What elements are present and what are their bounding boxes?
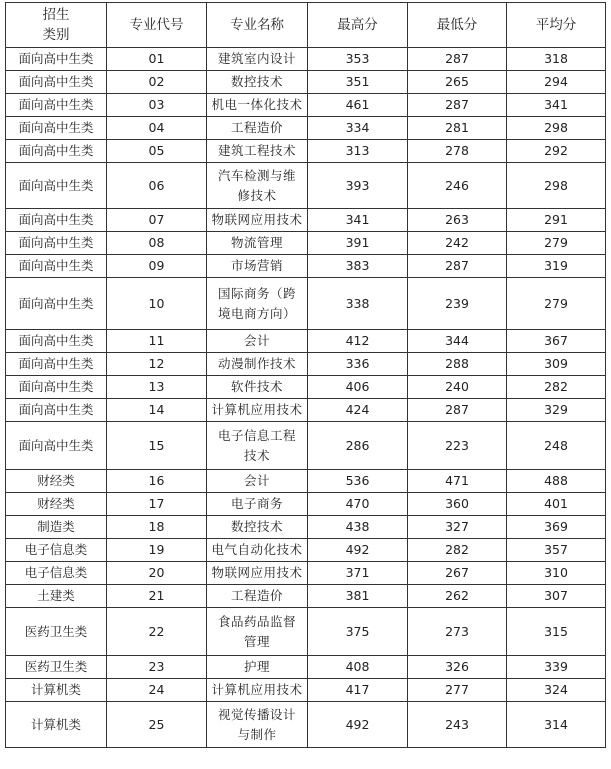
code-cell: 06 [107, 163, 207, 209]
min-score-cell: 277 [408, 679, 507, 702]
code-cell: 05 [107, 140, 207, 163]
max-score-cell: 334 [308, 117, 408, 140]
major-name-cell: 软件技术 [207, 376, 308, 399]
header-major-name: 专业名称 [207, 3, 308, 48]
major-name-cell: 电子商务 [207, 493, 308, 516]
min-score-cell: 262 [408, 585, 507, 608]
table-row [6, 140, 606, 163]
category-cell: 面向高中生类 [6, 163, 107, 209]
min-score-cell: 344 [408, 330, 507, 353]
category-cell: 医药卫生类 [6, 608, 107, 656]
table-row [6, 422, 606, 470]
max-score-cell: 406 [308, 376, 408, 399]
max-score-cell: 470 [308, 493, 408, 516]
major-name-cell: 动漫制作技术 [207, 353, 308, 376]
table-row [6, 399, 606, 422]
min-score-cell: 471 [408, 470, 507, 493]
min-score-cell: 273 [408, 608, 507, 656]
code-cell: 07 [107, 209, 207, 232]
table-row [6, 656, 606, 679]
code-cell: 17 [107, 493, 207, 516]
code-cell: 10 [107, 278, 207, 330]
min-score-cell: 240 [408, 376, 507, 399]
min-score-cell: 360 [408, 493, 507, 516]
min-score-cell: 267 [408, 562, 507, 585]
min-score-cell: 223 [408, 422, 507, 470]
major-name-cell: 机电一体化技术 [207, 94, 308, 117]
avg-score-cell: 319 [507, 255, 606, 278]
table-row [6, 539, 606, 562]
code-cell: 19 [107, 539, 207, 562]
code-cell: 22 [107, 608, 207, 656]
code-cell: 13 [107, 376, 207, 399]
max-score-cell: 492 [308, 539, 408, 562]
category-cell: 财经类 [6, 470, 107, 493]
major-name-cell: 建筑工程技术 [207, 140, 308, 163]
header-code: 专业代号 [107, 3, 207, 48]
code-cell: 15 [107, 422, 207, 470]
max-score-cell: 393 [308, 163, 408, 209]
header-category: 招生 类别 [6, 3, 107, 48]
max-score-cell: 338 [308, 278, 408, 330]
avg-score-cell: 282 [507, 376, 606, 399]
min-score-cell: 282 [408, 539, 507, 562]
code-cell: 11 [107, 330, 207, 353]
min-score-cell: 287 [408, 48, 507, 71]
category-cell: 财经类 [6, 493, 107, 516]
code-cell: 14 [107, 399, 207, 422]
category-cell: 面向高中生类 [6, 117, 107, 140]
min-score-cell: 263 [408, 209, 507, 232]
header-max-score: 最高分 [308, 3, 408, 48]
min-score-cell: 287 [408, 94, 507, 117]
major-name-cell: 物联网应用技术 [207, 209, 308, 232]
category-cell: 面向高中生类 [6, 232, 107, 255]
major-name-cell: 物联网应用技术 [207, 562, 308, 585]
table-row [6, 163, 606, 209]
table-row [6, 516, 606, 539]
category-cell: 计算机类 [6, 679, 107, 702]
avg-score-cell: 488 [507, 470, 606, 493]
table-row [6, 679, 606, 702]
code-cell: 08 [107, 232, 207, 255]
code-cell: 20 [107, 562, 207, 585]
table-row [6, 330, 606, 353]
code-cell: 04 [107, 117, 207, 140]
category-cell: 面向高中生类 [6, 278, 107, 330]
major-name-cell: 数控技术 [207, 516, 308, 539]
min-score-cell: 239 [408, 278, 507, 330]
code-cell: 18 [107, 516, 207, 539]
min-score-cell: 288 [408, 353, 507, 376]
avg-score-cell: 298 [507, 163, 606, 209]
code-cell: 09 [107, 255, 207, 278]
major-name-cell: 电气自动化技术 [207, 539, 308, 562]
major-name-cell: 建筑室内设计 [207, 48, 308, 71]
table-row [6, 71, 606, 94]
category-cell: 面向高中生类 [6, 209, 107, 232]
avg-score-cell: 248 [507, 422, 606, 470]
max-score-cell: 381 [308, 585, 408, 608]
avg-score-cell: 279 [507, 232, 606, 255]
min-score-cell: 287 [408, 399, 507, 422]
major-name-cell: 护理 [207, 656, 308, 679]
max-score-cell: 492 [308, 702, 408, 748]
table-row [6, 48, 606, 71]
avg-score-cell: 367 [507, 330, 606, 353]
code-cell: 01 [107, 48, 207, 71]
table-row [6, 94, 606, 117]
table-row [6, 255, 606, 278]
max-score-cell: 336 [308, 353, 408, 376]
table-row [6, 117, 606, 140]
avg-score-cell: 291 [507, 209, 606, 232]
table-row [6, 353, 606, 376]
category-cell: 面向高中生类 [6, 399, 107, 422]
category-cell: 面向高中生类 [6, 140, 107, 163]
table-row [6, 585, 606, 608]
major-name-cell: 工程造价 [207, 585, 308, 608]
min-score-cell: 278 [408, 140, 507, 163]
avg-score-cell: 324 [507, 679, 606, 702]
code-cell: 25 [107, 702, 207, 748]
header-min-score: 最低分 [408, 3, 507, 48]
max-score-cell: 383 [308, 255, 408, 278]
category-cell: 计算机类 [6, 702, 107, 748]
category-cell: 面向高中生类 [6, 376, 107, 399]
max-score-cell: 412 [308, 330, 408, 353]
avg-score-cell: 357 [507, 539, 606, 562]
min-score-cell: 265 [408, 71, 507, 94]
avg-score-cell: 298 [507, 117, 606, 140]
code-cell: 24 [107, 679, 207, 702]
major-name-cell: 会计 [207, 470, 308, 493]
major-name-cell: 电子信息工程技术 [207, 422, 308, 470]
avg-score-cell: 339 [507, 656, 606, 679]
table-row [6, 209, 606, 232]
code-cell: 21 [107, 585, 207, 608]
major-name-cell: 市场营销 [207, 255, 308, 278]
table-row [6, 493, 606, 516]
min-score-cell: 242 [408, 232, 507, 255]
min-score-cell: 287 [408, 255, 507, 278]
major-name-cell: 国际商务（跨境电商方向） [207, 278, 308, 330]
table-row [6, 470, 606, 493]
major-name-cell: 物流管理 [207, 232, 308, 255]
avg-score-cell: 315 [507, 608, 606, 656]
max-score-cell: 353 [308, 48, 408, 71]
code-cell: 16 [107, 470, 207, 493]
category-cell: 面向高中生类 [6, 330, 107, 353]
header-row [6, 3, 606, 48]
avg-score-cell: 292 [507, 140, 606, 163]
major-name-cell: 数控技术 [207, 71, 308, 94]
max-score-cell: 313 [308, 140, 408, 163]
admission-score-table [5, 2, 606, 748]
avg-score-cell: 309 [507, 353, 606, 376]
avg-score-cell: 310 [507, 562, 606, 585]
max-score-cell: 391 [308, 232, 408, 255]
table-row [6, 562, 606, 585]
max-score-cell: 351 [308, 71, 408, 94]
max-score-cell: 417 [308, 679, 408, 702]
major-name-cell: 汽车检测与维修技术 [207, 163, 308, 209]
max-score-cell: 536 [308, 470, 408, 493]
major-name-cell: 视觉传播设计与制作 [207, 702, 308, 748]
major-name-cell: 计算机应用技术 [207, 399, 308, 422]
category-cell: 电子信息类 [6, 539, 107, 562]
category-cell: 面向高中生类 [6, 422, 107, 470]
max-score-cell: 461 [308, 94, 408, 117]
table-row [6, 376, 606, 399]
max-score-cell: 286 [308, 422, 408, 470]
category-cell: 面向高中生类 [6, 48, 107, 71]
max-score-cell: 424 [308, 399, 408, 422]
category-cell: 面向高中生类 [6, 94, 107, 117]
table-row [6, 232, 606, 255]
code-cell: 03 [107, 94, 207, 117]
code-cell: 23 [107, 656, 207, 679]
avg-score-cell: 341 [507, 94, 606, 117]
category-cell: 面向高中生类 [6, 71, 107, 94]
avg-score-cell: 329 [507, 399, 606, 422]
table-row [6, 608, 606, 656]
category-cell: 电子信息类 [6, 562, 107, 585]
avg-score-cell: 307 [507, 585, 606, 608]
major-name-cell: 计算机应用技术 [207, 679, 308, 702]
major-name-cell: 食品药品监督管理 [207, 608, 308, 656]
avg-score-cell: 279 [507, 278, 606, 330]
category-cell: 面向高中生类 [6, 353, 107, 376]
header-avg-score: 平均分 [507, 3, 606, 48]
category-cell: 土建类 [6, 585, 107, 608]
major-name-cell: 会计 [207, 330, 308, 353]
avg-score-cell: 314 [507, 702, 606, 748]
max-score-cell: 375 [308, 608, 408, 656]
min-score-cell: 327 [408, 516, 507, 539]
major-name-cell: 工程造价 [207, 117, 308, 140]
table-row [6, 278, 606, 330]
avg-score-cell: 318 [507, 48, 606, 71]
max-score-cell: 341 [308, 209, 408, 232]
min-score-cell: 243 [408, 702, 507, 748]
max-score-cell: 408 [308, 656, 408, 679]
max-score-cell: 371 [308, 562, 408, 585]
code-cell: 02 [107, 71, 207, 94]
category-cell: 医药卫生类 [6, 656, 107, 679]
max-score-cell: 438 [308, 516, 408, 539]
code-cell: 12 [107, 353, 207, 376]
min-score-cell: 326 [408, 656, 507, 679]
category-cell: 制造类 [6, 516, 107, 539]
avg-score-cell: 401 [507, 493, 606, 516]
min-score-cell: 281 [408, 117, 507, 140]
avg-score-cell: 369 [507, 516, 606, 539]
table-row [6, 702, 606, 748]
category-cell: 面向高中生类 [6, 255, 107, 278]
min-score-cell: 246 [408, 163, 507, 209]
avg-score-cell: 294 [507, 71, 606, 94]
